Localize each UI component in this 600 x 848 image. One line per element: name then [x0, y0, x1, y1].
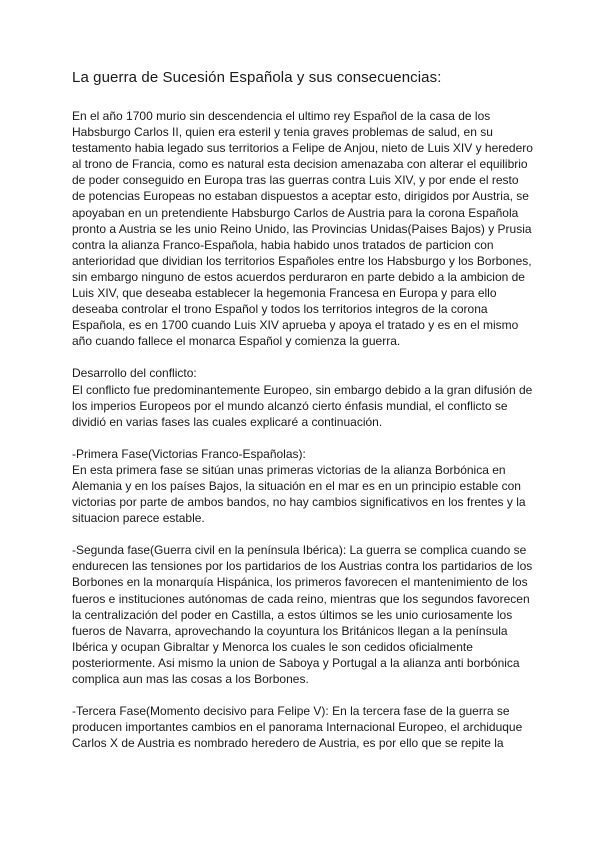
- phase1-section: [72, 446, 534, 526]
- phase3-paragraph: -Tercera Fase(Momento decisivo para Felipe V): En la tercera fase de la guerra se producen importantes cambios en el panorama Internacional Europeo, el archiduque Carlos X de Austria es nombrado heredero de Austria, es por ello que se repite la: [72, 704, 523, 751]
- phase1-text: En esta primera fase se sitúan unas primeras victorias de la alianza Borbónica en Alemania y en los países Bajos, la situación en el mar es en un principio estable con victorias por parte de ambos bandos, no hay cambios significativos en los frentes y la situacion parece estable.: [72, 462, 526, 526]
- intro-paragraph: En el año 1700 murio sin descendencia el ultimo rey Español de la casa de los Habsburgo Carlos II, quien era esteril y tenia graves problemas de salud, en su testamento habia legado sus territorios a Felipe de Anjou, nieto de Luis XIV y heredero al trono de Francia, como es natural esta decision amenazaba con alterar el equilibrio de poder conseguido en Europa tras las guerras contra Luis XIV, y por ende el resto de potencias Europeas no estaban dispuestos a aceptar esto, dirigidos por Austria, se apoyaban en un pretendiente Habsburgo Carlos de Austria para la corona Española pronto a Austria se les unio Reino Unido, las Provincias Unidas(Paises Bajos) y Prusia contra la alianza Franco-Española, habia habido unos tratados de particion con anterioridad que dividian los territorios Españoles entre los Habsburgo y los Borbones, sin embargo ninguno de estos acuerdos perduraron en parte debido a la ambicion de Luis XIV, que deseaba establecer la hegemonia Francesa en Europa y para ello deseaba controlar el trono Español y todos los territorios integros de la corona Española, es en 1700 cuando Luis XIV aprueba y apoya el tratado y es en el mismo año cuando fallece el monarca Español y comienza la guerra.: [72, 109, 533, 349]
- document-title: La guerra de Sucesión Española y sus consecuencias:: [72, 69, 442, 86]
- conflict-text: El conflicto fue predominantemente Europeo, sin embargo debido a la gran difusión de los imperios Europeos por el mundo alcanzó cierto énfasis mundial, el conflicto se dividió en varias fases las cuales explicaré a continuación.: [72, 382, 533, 429]
- conflict-section: [72, 365, 534, 429]
- conflict-heading: Desarrollo del conflicto:: [72, 366, 197, 381]
- phase1-heading: -Primera Fase(Victorias Franco-Españolas):: [72, 446, 306, 461]
- document-page: [72, 68, 534, 767]
- phase2-paragraph: -Segunda fase(Guerra civil en la península Ibérica): La guerra se complica cuando se endurecen las tensiones por los partidarios de los Austrias contra los partidarios de los Borbones en la monarquía Hispánica, los primeros favorecen el mantenimiento de los fueros e instituciones autónomas de cada reino, mientras que los segundos favorecen la centralización del poder en Castilla, a estos últimos se les unio curiosamente los fueros de Navarra, aprovechando la coyuntura los Británicos llegan a la península Ibérica y ocupan Gibraltar y Menorca los cuales le son cedidos oficialmente posteriormente. Asi mismo la union de Saboya y Portugal a la alianza anti borbónica complica aun mas las cosas a los Borbones.: [72, 543, 533, 686]
